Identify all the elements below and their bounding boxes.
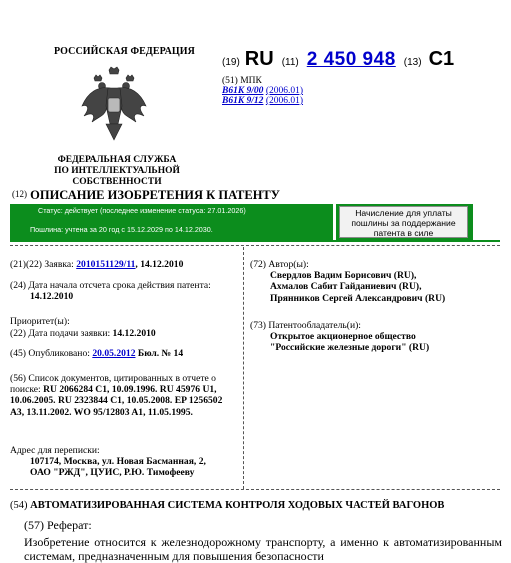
kind-code: C1 bbox=[428, 48, 455, 70]
fee-button-frame bbox=[336, 204, 473, 242]
code-13: (13) bbox=[403, 57, 422, 68]
green-divider bbox=[10, 240, 500, 242]
code-11: (11) bbox=[281, 57, 299, 68]
code-19: (19) bbox=[222, 57, 240, 68]
mpk-year-link[interactable]: (2006.01) bbox=[265, 96, 304, 106]
fee-status-text: Пошлина: учтена за 20 год с 15.12.2029 по 14.12.2030. bbox=[30, 225, 213, 234]
status-text: Статус: действует (последнее изменение статуса: 27.01.2026) bbox=[38, 206, 246, 215]
correspondence-address: Адрес для переписки: 107174, Москва, ул. Новая Басманная, 2, ОАО "РЖД", ЦУИС, Р.Ю. Тимофееву bbox=[10, 445, 206, 479]
author-name: Ахмалов Сабит Гайданиевич (RU), bbox=[270, 281, 422, 293]
mpk-year-link[interactable]: (2006.01) bbox=[265, 86, 304, 96]
mpk-class-link[interactable]: B61K 9/00 bbox=[222, 86, 264, 96]
filing-date-field: (22) Дата подачи заявки: 14.12.2010 bbox=[10, 328, 156, 339]
publication-date-link[interactable]: 20.05.2012 bbox=[92, 348, 136, 359]
mpk-class-link[interactable]: B61K 9/12 bbox=[222, 96, 264, 106]
agency-name: ФЕДЕРАЛЬНАЯ СЛУЖБА ПО ИНТЕЛЛЕКТУАЛЬНОЙ СОБСТВЕННОСТИ bbox=[54, 155, 180, 187]
abstract-text: Изобретение относится к железнодорожному транспорту, а именно к автоматизированным системам, предназначенным для повышения безопасности bbox=[24, 535, 502, 563]
application-field: (21)(22) Заявка: 2010151129/11, 14.12.2010 bbox=[10, 259, 184, 270]
fee-calculation-button[interactable]: Начисление для уплаты пошлины за поддержание патента в силе bbox=[339, 206, 468, 238]
patent-number-row bbox=[222, 48, 454, 74]
priority-label: Приоритет(ы): bbox=[10, 316, 70, 327]
author-name: Прянников Сергей Александрович (RU) bbox=[270, 292, 446, 304]
published-field: (45) Опубликовано: 20.05.2012 Бюл. № 14 bbox=[10, 348, 184, 359]
mpk-item bbox=[222, 96, 303, 106]
patent-number-link[interactable]: 2 450 948 bbox=[306, 49, 396, 70]
term-start-field: (24) Дата начала отсчета срока действия патента: 14.12.2010 bbox=[10, 280, 211, 303]
patent-holder-field: (73) Патентообладатель(и): Открытое акционерное общество "Российские железные дороги" (RU) bbox=[250, 320, 430, 354]
divider bbox=[10, 489, 500, 490]
country-code: RU bbox=[244, 48, 274, 70]
abstract-label: (57) Реферат: bbox=[24, 518, 92, 532]
mpk-block bbox=[222, 76, 303, 106]
document-title: (12) ОПИСАНИЕ ИЗОБРЕТЕНИЯ К ПАТЕНТУ bbox=[12, 188, 280, 202]
column-divider bbox=[243, 247, 244, 489]
divider bbox=[10, 245, 500, 246]
application-number-link[interactable]: 2010151129/11 bbox=[76, 259, 136, 270]
mpk-item bbox=[222, 86, 303, 96]
invention-title: (54) АВТОМАТИЗИРОВАННАЯ СИСТЕМА КОНТРОЛЯ ХОДОВЫХ ЧАСТЕЙ ВАГОНОВ bbox=[10, 500, 445, 511]
cited-documents-field: (56) Список документов, цитированных в отчете о поиске: RU 2066284 C1, 10.09.1996. RU 45976 U1, 10.06.2005. RU 2323844 C1, 10.05.2008. EP 1256502 A3, 13.11.2002. WO 95/12803 A1, 11.05.1995. bbox=[10, 373, 223, 418]
author-name: Свердлов Вадим Борисович (RU), bbox=[270, 270, 417, 282]
country-name: РОССИЙСКАЯ ФЕДЕРАЦИЯ bbox=[54, 46, 196, 57]
mpk-label: (51) МПК bbox=[222, 76, 262, 86]
coat-of-arms-emblem bbox=[80, 66, 148, 146]
authors-field: (72) Автор(ы): Свердлов Вадим Борисович (RU), Ахмалов Сабит Гайданиевич (RU), Прянников Сергей Александрович (RU) bbox=[250, 259, 446, 304]
